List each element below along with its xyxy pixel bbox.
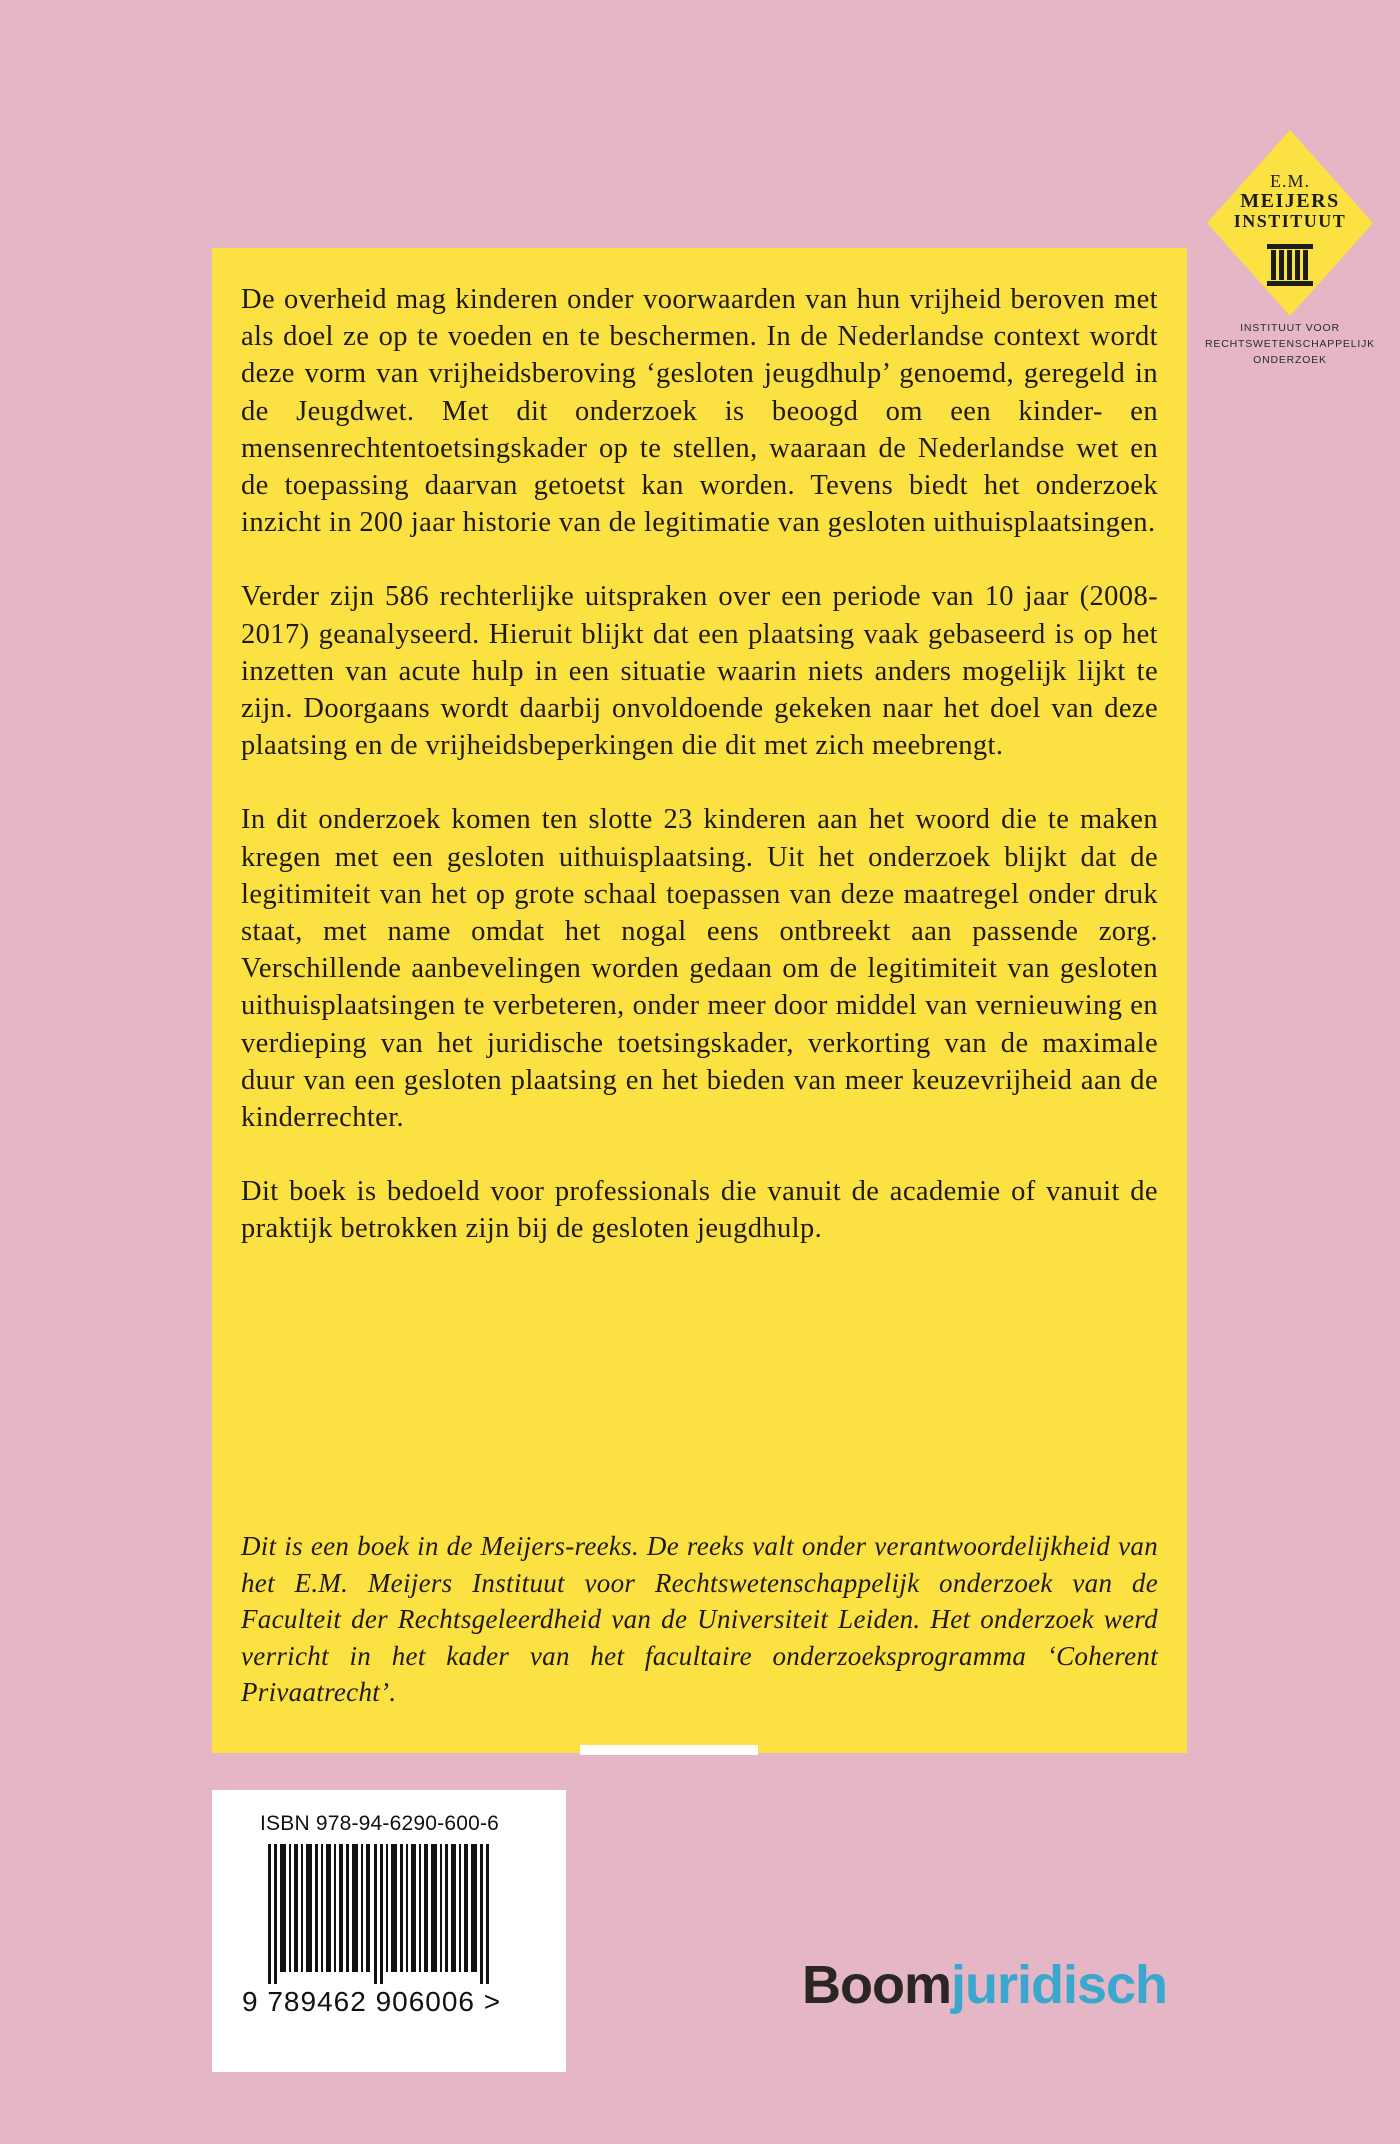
description-paragraph-4: Dit boek is bedoeld voor professionals die vanuit de academie of vanuit de praktijk betrokken zijn bij de gesloten jeugdhulp. [241, 1176, 1158, 1245]
description-paragraph-3: In dit onderzoek komen ten slotte 23 kinderen aan het woord die te maken kregen met een gesloten uithuisplaatsing. Uit het onderzoek blijkt dat de legitimiteit van het op grote schaal toepassen van deze maatregel onder druk staat, met name omdat het nogal eens ontbreekt aan passende zorg. Verschillende aanbevelingen worden gedaan om de legitimiteit van gesloten uithuisplaatsingen te verbeteren, onder meer door middel van vernieuwing en verdieping van het juridische toetsingskader, verkorting van de maximale duur van een gesloten plaatsing en het bieden van meer keuzevrijheid aan de kinderrechter. [241, 804, 1158, 1134]
logo-diamond [1205, 128, 1375, 318]
logo-line-1: E.M. [1270, 171, 1310, 191]
isbn-label: ISBN 978-94-6290-600-6 [260, 1812, 500, 1835]
barcode-digits: 9 789462 906006 > [242, 1986, 502, 2017]
publisher-name-part-2: juridisch [950, 1955, 1168, 2015]
logo-caption-line-3: ONDERZOEK [1253, 354, 1327, 366]
series-note: Dit is een boek in de Meijers-reeks. De reeks valt onder verantwoordelijkheid van het E.M. Meijers Instituut voor Rechtswetenschappelijk onderzoek van de Faculteit der Rechtsgeleerdheid van de Universiteit Leiden. Het onderzoek werd verricht in het kader van het facultaire onderzoeksprogramma ‘Coherent Privaatrecht’. [241, 1531, 1158, 1707]
logo-caption [1195, 320, 1385, 368]
publisher-name-part-1: Boom [802, 1955, 951, 2015]
isbn-barcode [212, 1790, 566, 2072]
description-paragraph-1: De overheid mag kinderen onder voorwaarden van hun vrijheid beroven met als doel ze op te voeden en te beschermen. In de Nederlandse context wordt deze vorm van vrijheidsberoving ‘gesloten jeugdhulp’ genoemd, geregeld in de Jeugdwet. Met dit onderzoek is beoogd om een kinder- en mensenrechtentoetsingskader op te stellen, waaraan de Nederlandse wet en de toepassing daarvan getoetst kan worden. Tevens biedt het onderzoek inzicht in 200 jaar historie van de legitimatie van gesloten uithuisplaatsingen. [241, 284, 1158, 539]
column-pillar-icon [1267, 244, 1313, 286]
logo-line-3: INSTITUUT [1233, 211, 1347, 231]
logo-caption-line-2: RECHTSWETENSCHAPPELIJK [1205, 338, 1375, 350]
description-body [241, 281, 1158, 1285]
logo-wordmark [1205, 172, 1375, 231]
meijers-logo [1195, 128, 1385, 368]
logo-line-2: MEIJERS [1240, 190, 1340, 212]
description-panel [212, 248, 1187, 1753]
publisher-logo [802, 1950, 1167, 2020]
logo-caption-line-1: INSTITUUT VOOR [1240, 322, 1340, 334]
barcode-bars [268, 1844, 508, 1984]
description-paragraph-2: Verder zijn 586 rechterlijke uitspraken over een periode van 10 jaar (2008-2017) geanalyseerd. Hieruit blijkt dat een plaatsing vaak gebaseerd is op het inzetten van acute hulp in een situatie waarin niets anders mogelijk lijkt te zijn. Doorgaans wordt daarbij onvoldoende gekeken naar het doel van deze plaatsing en de vrijheidsbeperkingen die dit met zich meebrengt. [241, 581, 1158, 762]
panel-notch [580, 1745, 758, 1755]
